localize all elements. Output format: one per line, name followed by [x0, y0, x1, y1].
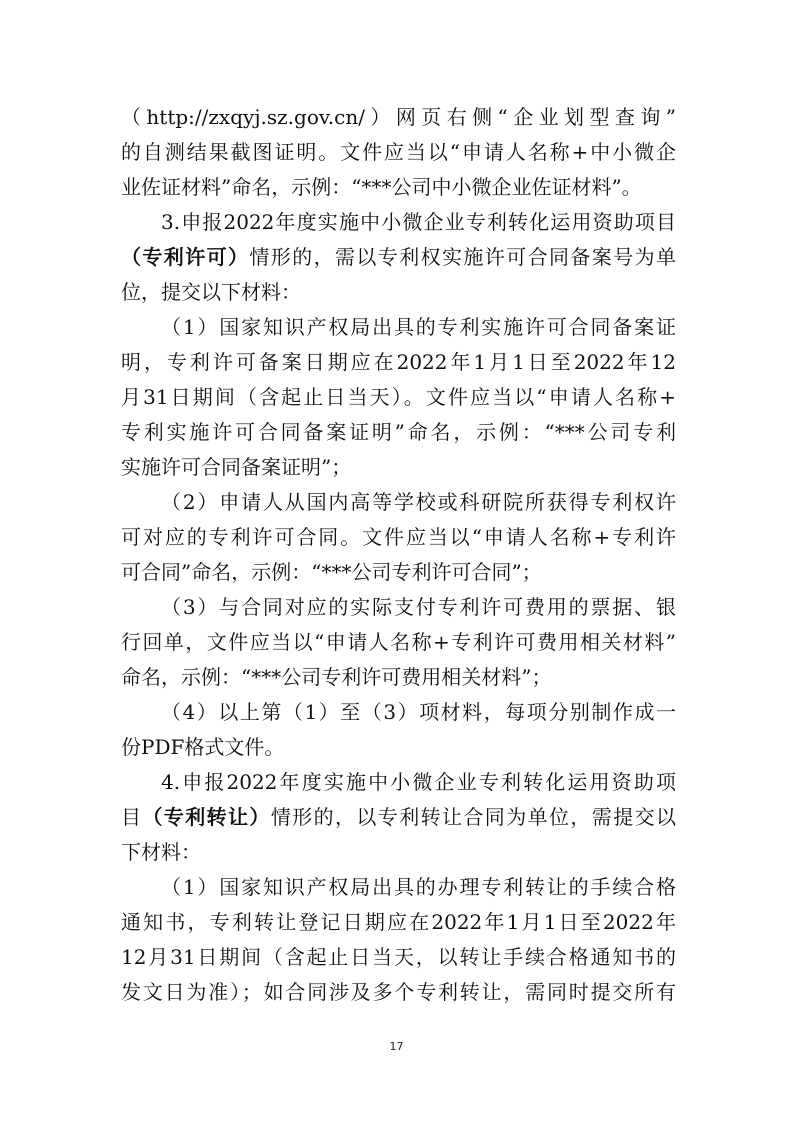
line-text: 业佐证材料”命名，示例：“***公司中小微企业佐证材料”。	[121, 175, 642, 199]
line-text: 情形的，以专利转让合同为单位，需提交以	[270, 805, 676, 829]
line-text: （4）以上第（1）至（3）项材料，每项分别制作成一	[161, 700, 676, 724]
line-text: 下材料：	[121, 840, 201, 864]
text-line	[121, 520, 676, 554]
line-text: 的自测结果截图证明。文件应当以“申请人名称+中小微企	[121, 140, 676, 164]
text-line	[121, 170, 676, 204]
line-text: 目	[121, 805, 143, 829]
line-text: 3.申报2022年度实施中小微企业专利转化运用资助项目	[161, 210, 676, 234]
line-text: 发文日为准）；如合同涉及多个专利转让，需同时提交所有	[121, 980, 676, 1004]
text-line	[121, 275, 676, 309]
text-line	[121, 975, 676, 1009]
text-line	[121, 450, 676, 484]
line-text: （http://zxqyj.sz.gov.cn/）网页右侧“企业划型查询”	[121, 105, 676, 129]
text-line	[121, 380, 676, 414]
line-text: 明，专利许可备案日期应在2022年1月1日至2022年12	[121, 350, 676, 374]
text-line	[121, 730, 676, 764]
text-line	[161, 310, 676, 344]
text-line	[121, 835, 676, 869]
text-line	[121, 135, 676, 169]
line-text: （1）国家知识产权局出具的办理专利转让的手续合格	[161, 875, 676, 899]
line-text: 可合同”命名，示例：“***公司专利许可合同”；	[121, 560, 542, 584]
text-line	[121, 415, 676, 449]
text-line	[161, 205, 676, 239]
page-number: 17	[389, 1040, 404, 1053]
line-text: 可对应的专利许可合同。文件应当以“申请人名称+专利许	[121, 525, 676, 549]
text-line	[161, 590, 676, 624]
text-line	[161, 695, 676, 729]
line-text: 份PDF格式文件。	[121, 735, 285, 759]
line-text: 实施许可合同备案证明”；	[121, 455, 352, 479]
line-text: 命名，示例：“***公司专利许可费用相关材料”；	[121, 665, 552, 689]
text-line	[161, 765, 676, 799]
line-text: 通知书，专利转让登记日期应在2022年1月1日至2022年	[121, 910, 676, 934]
line-text: （3）与合同对应的实际支付专利许可费用的票据、银	[161, 595, 676, 619]
text-line	[121, 660, 676, 694]
text-line	[161, 485, 676, 519]
line-text: 4.申报2022年度实施中小微企业专利转化运用资助项	[161, 770, 676, 794]
text-line	[121, 800, 676, 834]
line-text: 12月31日期间（含起止日当天，以转让手续合格通知书的	[121, 945, 676, 969]
bold-heading-text: （专利许可）	[121, 245, 250, 269]
text-line	[121, 345, 676, 379]
text-line	[121, 100, 676, 134]
text-line	[121, 555, 676, 589]
line-text: （1）国家知识产权局出具的专利实施许可合同备案证	[161, 315, 676, 339]
text-line	[121, 240, 676, 274]
text-line	[161, 870, 676, 904]
line-text: 行回单，文件应当以“申请人名称+专利许可费用相关材料”	[121, 630, 676, 654]
line-text: 位，提交以下材料：	[121, 280, 301, 304]
line-text: 情形的，需以专利权实施许可合同备案号为单	[249, 245, 676, 269]
text-line	[121, 940, 676, 974]
line-text: （2）申请人从国内高等学校或科研院所获得专利权许	[161, 490, 676, 514]
bold-heading-text: （专利转让）	[142, 805, 271, 829]
text-line	[121, 625, 676, 659]
line-text: 专利实施许可合同备案证明”命名，示例：“***公司专利	[121, 420, 676, 444]
line-text: 月31日期间（含起止日当天）。文件应当以“申请人名称+	[121, 385, 676, 409]
text-line	[121, 905, 676, 939]
